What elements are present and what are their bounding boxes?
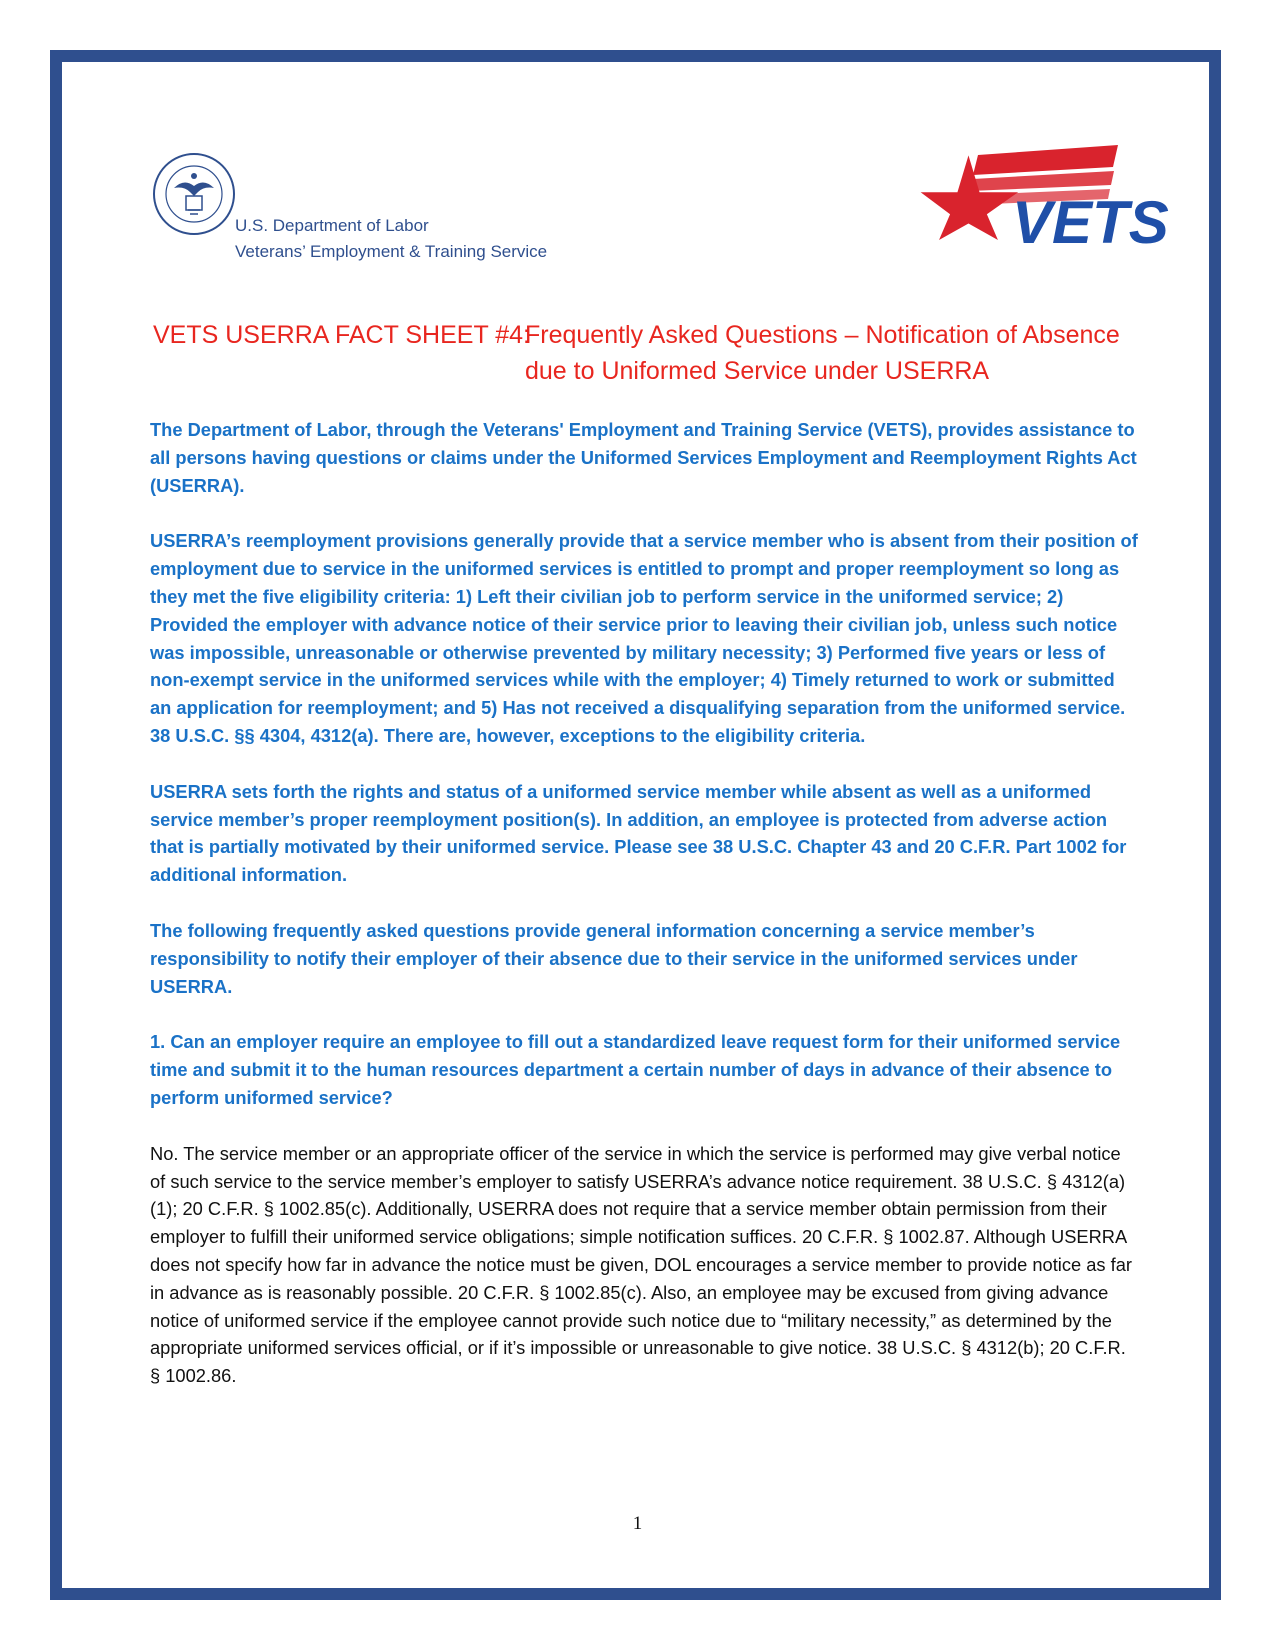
faq-answer: No. The service member or an appropriate officer of the service in which the service is performed may give verbal notice of such service to the service member’s employer to satisfy USERRA’s advance notice requirement. 38 U.S.C. § 4312(a)(1); 20 C.F.R. § 1002.85(c). Additionally, USERRA does not require that a service member obtain permission from their employer to fulfill their uniformed service obligations; simple notification suffices. 20 C.F.R. § 1002.87. Although USERRA does not specify how far in advance the notice must be given, DOL encourages a service member to provide notice as far in advance as is reasonably possible. 20 C.F.R. § 1002.85(c). Also, an employee may be excused from giving advance notice of uniformed service if the employee cannot provide such notice due to “military necessity,” as determined by the appropriate uniformed services official, or if it’s impossible or unreasonable to give notice. 38 U.S.C. § 4312(b); 20 C.F.R. § 1002.86. [150,1142,1132,1387]
agency-line-1: U.S. Department of Labor [235,216,429,235]
faq-question: 1. Can an employer require an employee to fill out a standardized leave request form for their uniformed service time and submit it to the human resources department a certain number of days in advance of their absence to perform uniformed service? [150,1031,1121,1108]
department-of-labor-seal [152,152,236,236]
rights-paragraph: USERRA sets forth the rights and status of a uniformed service member while absent as well as a uniformed service member’s proper reemployment position(s). In addition, an employee is protected from adverse action that is partially motivated by their uniformed service. Please see 38 U.S.C. Chapter 43 and 20 C.F.R. Part 1002 for additional information. [150,780,1127,886]
fact-sheet-label: VETS USERRA FACT SHEET #4: [153,321,530,349]
vets-logo [918,145,1169,257]
page-number: 1 [632,1513,643,1534]
agency-name [235,213,547,265]
provisions-paragraph: USERRA’s reemployment provisions generally provide that a service member who is absent from their position of employment due to service in the uniformed services is entitled to prompt and proper reemployment so long as they met the five eligibility criteria: 1) Left their civilian job to perform service in the uniformed service; 2) Provided the employer with advance notice of their service prior to leaving their civilian job, unless such notice was impossible, unreasonable or otherwise prevented by military necessity; 3) Performed five years or less of non-exempt service in the uniformed services while with the employer; 4) Timely returned to work or submitted an application for reemployment; and 5) Has not received a disqualifying separation from the uniformed service. 38 U.S.C. §§ 4304, 4312(a). There are, however, exceptions to the eligibility criteria. [150,530,1138,746]
intro-paragraph: The Department of Labor, through the Veterans' Employment and Training Service (VETS), provides assistance to all persons having questions or claims under the Uniformed Services Employment and Reemployment Rights Act (USERRA). [150,419,1137,496]
fact-sheet-heading: Frequently Asked Questions – Notification of Absence due to Uniformed Service under USERRA [525,321,1120,385]
main-content [150,416,1140,1390]
faq-intro-paragraph: The following frequently asked questions provide general information concerning a service member’s responsibility to notify their employer of their absence due to their service in the uniformed services under USERRA. [150,919,1078,997]
agency-line-2: Veterans’ Employment & Training Service [235,242,548,261]
vets-logo-text: VETS [1012,189,1169,256]
